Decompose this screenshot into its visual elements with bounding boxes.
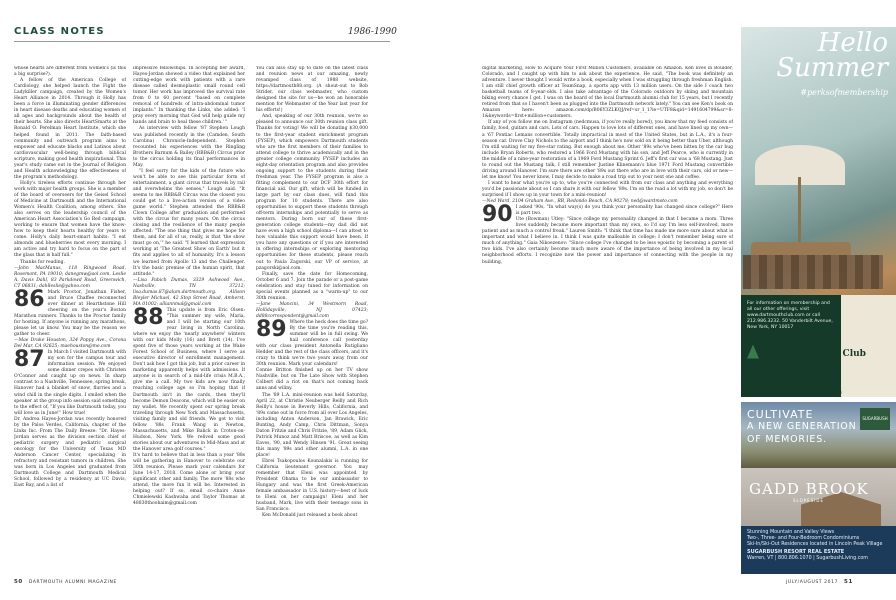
paragraph: whose hearts are different from women's (is this a big surprise?). xyxy=(14,66,126,78)
paragraph: As interview with fellow '87 Stephen Lough was published recently in the (Camden, South Carolina) Chronicle-Independent. Stephen recounted his experiences with the Ringling Brothers Barnum & Bailey (RBB&B) Circus prior to the circus holding its final performances in May. xyxy=(133,126,245,168)
correspondent-signature: —Ned Ward, 2104 Graham Ave., RB, Redondo Beach, CA 90278; ned@wardmoto.com xyxy=(482,199,678,205)
club-name: The Dartmouth Club xyxy=(762,349,866,359)
sugarbush-logo: SUGARBUSH xyxy=(860,408,890,430)
paragraph: Finally, save the date for Homecoming, October 6 and 7. Join the parade or a post-game celebration and stay tuned for information on special events planned as a "warm-up" to our 30th reunion. xyxy=(256,271,368,301)
ad-headline xyxy=(776,28,888,83)
gadd-brook-subtitle: SLOPESIDE xyxy=(793,498,825,503)
section-years: 1986-1990 xyxy=(348,27,397,37)
paragraph: And, speaking of our 30th reunion, we're so pleased to announce our 30th reunion class gift. Thanks for voting! We will be donating $30,000 to the first-year student enrichment program (FYSEP), which empowers Dartmouth students who are the first members of their families to attend college to thrive academically and in the greater college community. FYSEP includes an eight-day orientation program and also provides ongoing support to the students during their freshman year. The FYSEP program is also a fitting complement to our DCF 30th effort for financial aid. Our gift, which will be funded in large part by our class dues, will fund this program for 10 students. There are also opportunities to support these students through off-term internships and potentially to serve as mentors. During born our of these first-generation college students—my dad did not have even a high school diploma—I can attest to how valuable this support would have been. If you have any questions or if you are interested in offering internships or exploring mentoring opportunities for these students, please reach out to Paula Zagorski, our VP of service, at pzagorski@aol.com. xyxy=(256,114,368,271)
magazine-name: DARTMOUTH ALUMNI MAGAZINE xyxy=(28,580,117,585)
paragraph: The '89 L.A. mini-reunion was held Saturday, April 22, at Christie Neuberger Reilly and Rich Reilly's house in Beverly Hills, California, and '89s came out in force from all over Los Angeles, including Anton Anderson, Jan Brawick, Eric Bunting, Andy Camp, Chris Dittman, Sonya Daton Fritzie and Chris Fritzie, '89, Adam Glick, Patrick Munoz and Matt Briscoe, as well as Kim Eaves, '90, and Wendy Hinsen '91. Great seeing this many '89s and other alumni, L.A. in one place! xyxy=(256,392,368,458)
text-column-1 xyxy=(14,66,126,574)
gadd-brook-ad xyxy=(741,468,896,574)
ad-feature: Two-, Three- and Four-Bedroom Condominiums xyxy=(747,536,860,542)
paragraph: Where the heck does the time go? By the time you're reading this, summer will be in full swing. We hail conference call yesterday with our class president Antonella Rutigliano Hedder and the rest of the class officers, and it's crazy to think we're two years away from our 30th reunion. Mark your calendars! xyxy=(256,319,368,368)
correspondent-signature: —Jane Mancini, 34 Westmorn Road, Hollidayville, NJ 07423; dd88correspondent@gmail.com xyxy=(256,301,368,319)
paragraph: A fellow of the American College of Cardiology, she helped launch the Fight the Ladykiller campaign, created by the Women's Heart Alliance in 2014. Through it Holly has been a force in illuminating gender differences in heart disease deaths and educating women of all ages and backgrounds about the health of their hearts. She also directs HeartSmarts at the Ronald O. Perelman Heart Institute, which she helped found in 2011. The faith-based community and outreach program aims to empower and educate blacks and Latinos about cardiovascular well-being through biblical scripture, making good health inspirational. This year's study came out in the Journal of Religion and Health acknowledging the effectiveness of the program's methodology. xyxy=(14,78,126,180)
paragraph: I asked '90s, "In what way(s) do you think your personality has changed since college?" Here is part two. xyxy=(515,205,733,217)
ad-headline-line-1: Hello xyxy=(817,28,888,58)
footer-right xyxy=(786,579,853,585)
class-year-89: 89 xyxy=(256,316,287,342)
paragraph: digital marketing, How to Acquire Your First Million Customers, available on Amazon. Ken lives in Boulder, Colorado, and I caught up with him to ask about the experience. He said, "The book was definitely an adventure. I never thought I would write a book, especially when I was struggling through freshman English. I am still chief growth officer at TeamSnap, a sports app with 13 million users. On the side I coach two basketball teams of 8-year-olds. I also take advantage of the Colorado outdoors by skiing and mountain biking every chance I get. I was on the board of the local Dartmouth alumni club for 15 years, but I recently retired from that so I haven't been as plugged into the Dartmouth network lately." You can see Ken's book on Amazon here: amazon.com/dp/B06Y3ZLKQJ/ref=sr_1_1?ie=UTF8&qid=1491604799&sr=8-1&keywords=first+million+customers. xyxy=(482,66,733,120)
text-column-2 xyxy=(133,66,245,574)
sugarbush-ad xyxy=(741,402,896,468)
ad-headline-line-2: A NEW GENERATION xyxy=(747,421,857,432)
ad-headline-line-2: Summer xyxy=(776,53,888,83)
paragraph: It's hard to believe that in less than a year '88s will be gathering in Hanover to celebrate our 30th reunion. Please mark your calendars for June 14-17, 2018. Come alone or bring your significant other and family. The more '88s who attend, the more fun it will be. Interested in helping out? If so, email co-chairs Anne Chmielewski Kashwaha and Taylor Thomas at 48830thoohaim@gmail.com xyxy=(133,453,245,507)
class-year-88: 88 xyxy=(133,304,164,330)
class-year-86: 86 xyxy=(14,286,45,312)
paragraph: If any of you follow me on Instagram (nedcmusa, if you're really bored), you know that my feed consists of family, food, guitars and cars. Lots of cars. Happen to love lots of different ones, and have lined up my own—a '67 Pontiac Lemans convertible. Totally impractical in most of the United States, but in L.A., it's a four-season car. Drove Clay Nichols to the airport and I think he's now sold on it being better than Uber, although I'm still waiting for my five-star rating. But enough about me. Other '89s who've been bitten by the car bug include Bryan Roberts, who restored a 1966 Ford Mustang with his son, and Jeff Pearce, who is currently in the middle of a nine-year restoration of a 1969 Ford Mustang Sprint 6. Jeff's first car was a '68 Mustang. Just to round out the Mustang talk, I still remember Justine Klinemann's blue 1971 Ford Mustang convertible driving around Hanover. I'm sure there are other '89s out there who are in love with their cars, old or new—let me know! You never know, I may decide to make a road trip out to your next one and coffee. xyxy=(482,120,733,180)
ad-headline-line-1: CULTIVATE xyxy=(747,408,814,421)
paragraph: This update is from Eric Olsen: "This summer my wife, Maria, and I will be starting our 10th year living in North Carolina, where we enjoy the 'nearly anywhere' winters with our kids Molly (16) and Brett (14). I've spent five of those years working at the Wake Forest School of Business, where I serve as executive director of enrollment management. Don't ask how I got this job, but a prior career in marketing apparently helps with admissions. If anyone is in search of a mid-life crisis M.B.A., give me a call. My two kids are now finally reaching college age so I'm hoping that if Dartmouth isn't in the cards, then they'll become Demon Deacons, which will be easier on my wallet. We recently spent our spring break traveling through New York and Massachusetts, visiting family and old friends. We got to visit fellow '88s Frank Wang in Newton, Massachusetts, and Mike Balick in Croton-on-Hudson, New York. We relived some good stories about our adventures in Mid-Mass and at the Hanover area golf courses." xyxy=(133,307,245,452)
class-year-block-87 xyxy=(14,347,126,417)
ad-hashtag: #perksofmembership xyxy=(800,88,888,97)
ad-company xyxy=(747,549,890,556)
club-subtitle: at The Yale Club of New York City xyxy=(763,391,842,396)
ad-feature: Stunning Mountain and Valley Views xyxy=(747,530,835,535)
paragraph: Ken McDonald just released a book about xyxy=(262,513,358,519)
header-divider xyxy=(14,41,390,42)
paragraph: Dr. Andrea Hayes-Jordan was recently honored by the Palos Verdes, California, chapter of the Links Inc. From The Daily Breeze: "Dr. Hayes-Jordan serves as the division section chief of pediatric surgery and pediatric surgical oncology for the University of Texas MD Anderson Cancer Center, specializing in refractory and resistant tumors in children. She was born in Los Angeles and graduated from Dartmouth College and Dartmouth Medical School, followed by a residency at UC Davis, East Bay, and a list of xyxy=(14,416,126,489)
correspondent-signature: —Lisa Pabich Dumas, 3329 Ashwood Ave., Nashville, TN 37212; lisa.dumas.87@alum.dartmouth.org. Allison Bleyler Michael, 42 Stop Street Road, Amherst, MA 01002; alliannmal@gmail.com xyxy=(133,277,245,307)
class-year-block-89 xyxy=(256,316,368,368)
section-title: CLASS NOTES xyxy=(14,26,105,37)
text-column-4 xyxy=(482,66,733,574)
issue-date: JULY/AUGUST 2017 xyxy=(786,580,839,585)
membership-info: For information on membership and all our other offerings, visit www.dartmouthclub.com or call 212.986.3232. 50 Vanderbilt Avenue, New York, NY 10017 xyxy=(741,295,841,397)
footer-left xyxy=(14,579,117,585)
patio-chairs-graphic xyxy=(743,255,883,289)
tree-icon xyxy=(747,345,759,359)
class-year-90: 90 xyxy=(482,202,513,228)
correspondent-signature: —Mae Drake Houston, 324 Poppy Ave., Corona Del Mar, CA 92625; maehouston@me.com xyxy=(14,338,126,350)
class-year-87: 87 xyxy=(14,347,45,373)
paragraph: Ebrei Tsakopoulos Kounalakis is running for California lieutenant governor. You may remember that Eleni was appointed by President Obama to be our ambassador to Hungary and was the first Greek-American female ambassador in U.S. history—best of luck to Eleni on her campaign! Eleni and her husband, Mark, live with their teenage sons in San Francisco. xyxy=(256,459,368,513)
gadd-brook-details xyxy=(741,526,896,574)
gadd-brook-title: GADD BROOK xyxy=(749,480,869,498)
text-column-3 xyxy=(256,66,368,574)
ad-contact: Warren, VT | 800.806.1070 | SugarbushLiving.com xyxy=(747,555,868,561)
paragraph: "I feel sorry for the kids of the future who won't be able to see this particular form of entertainment, a giant circus that travels by rail and overwhelms the senses," Lough said. "It seems to me RBB&B Circus was the closest you could get to a live-action version of a video game world." Stephen attended the RBB&B Clown College after graduation and performed with the circus for many years. On the circus closing and the resilience of the many people affected: "The one thing that gives me hope for them, and for all of us, really, is that 'the show must go on,'" he said. "I learned that expression working at 'The Greatest Show on Earth' but it fits and applies to all of humanity. It's a lesson we learned from Apollo 13 and the Challenger. It's the basic premise of the human spirit, that attitude." xyxy=(133,168,245,277)
paragraph: Mark Proctor, Jonathan Fisher, and Bruce Chaffee reconnected over dinner at Hearthstone Hill cheering on the year's Boston Marathon runners. Thanks to the Proctor family for hosting. If anyone is running any marathons, please let us know. You may be the reason we gather to cheer. xyxy=(14,289,126,338)
club-name-line-2: of New York xyxy=(763,370,801,377)
ad-feature: Ski-In/Ski-Out Residences located in Lincoln Peak Village xyxy=(747,542,883,548)
correspondent-signature: —John MacManus, 118 Ringwood Road, Rosemont, PA 19010; danegmw@aol.com. Leslie A. Davis Dahl, 83 Parkdowd Road, Greenwich, CT 06831; dahlleslie@yahoo.com xyxy=(14,265,126,289)
dartmouth-club-logo xyxy=(747,341,893,398)
paragraph: Connie Britton finished up on her TV show Nashville, but on The Late Show with Stephen Colbert did a riot on that's not coming back anns and wiliny. xyxy=(256,368,368,392)
page-number-right: 51 xyxy=(844,579,853,585)
company-name: SUGARBUSH RESORT REAL ESTATE xyxy=(747,548,845,555)
class-year-block-86 xyxy=(14,286,126,338)
paragraph: In March I visited Dartmouth with my son for the campus tour and information session. We enjoyed some dinner crepes with Christen O'Connor and caught up on news. In sharp contrast to a Nashville, Tennessee, spring break, Hanover had a blanket of snow, flurries and a wind chill in the single digits. I smiled when the speaker at the group info session said something to the effect of, "If you like Dartmouth today, you will love us in June!" How true! xyxy=(14,350,126,416)
paragraph: impressive fellowships. In accepting her award, Hayes-Jordan showed a video that explained her cutting-edge work with patients with a rare disease called desmoplastic small round cell tumor. Her work has improved the survival rate from 0 to 60 percent "based on complete removal of hundreds of intra-abdominal tumor implants." In thanking the Links, she added: 'I pray every morning that God will help guide my hands and brain to heal these children.' " xyxy=(133,66,245,126)
page-number-left: 50 xyxy=(14,579,23,585)
ad-headline-line-3: OF MEMORIES. xyxy=(747,434,827,445)
paragraph: I want to hear what you're up to, who you're connected with from our class and anything and everything you'd be passionate about so I can share it with our fellow '89s. I'm on the road a lot with my job, so don't be surprised if I show up in your town for a mini-reunion! xyxy=(482,180,733,198)
paragraph: You can also stay up to date on the latest class and reunion news at our amazing, newly revamped class of 1988 website, https://dartmouth88.org. (A shout-out to Bob Strider, our class webmaster, who custom designed the site for us—he won an honorable mention for Webmaster of the Year last year for his efforts!) xyxy=(256,66,368,114)
class-year-block-88 xyxy=(133,304,245,453)
paragraph: Thanks for reading. xyxy=(20,259,65,265)
paragraph: Holly's tireless efforts continue through her work with major health groups. She is a member of the board of overseers for the Geisel School of Medicine at Dartmouth and the International Women's Health Coalition, among others. She also serves on the leadership council of the American Heart Association's Go Red campaign, working to ensure that women have the know-how to keep their hearts healthy for years to come. Holly's daily heart-smart habits: "I eat almonds and blueberries most every morning. I am active and try hard to focus on the part of the glass that is half full." xyxy=(14,180,126,259)
paragraph: Ute (Bowman) Utley: "Since college my personality changed in that I became a mom. Three lives suddenly became more important than my own, so I'd say I'm less self-involved, more patient and as much a control freak." Lauren Smith: "I think that time has made me more sure about what is important and what I believe in. I think I was quite malleable in college; I don't remember being sure of much of anything." Gaia Nikoezenov: "Since college I've changed to be less egoistic by becoming a parent of two kids. I've also certainly become much more aware of the importance of being involved in my local neighborhood efforts. I recognize now the power and importance of connecting with the people in my building, xyxy=(482,217,733,265)
